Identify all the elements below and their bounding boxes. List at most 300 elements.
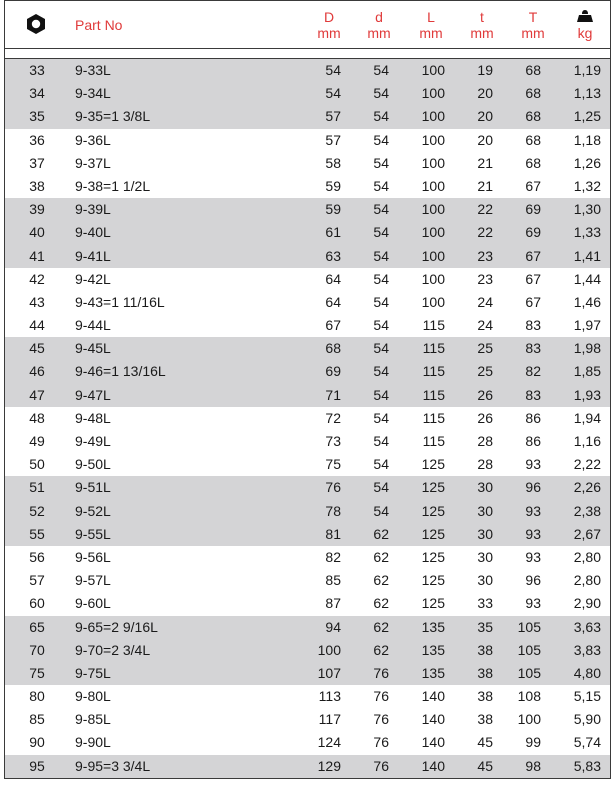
cell-d: 62 [373, 572, 389, 589]
table-row [5, 384, 610, 407]
cell-size: 44 [29, 317, 45, 334]
table-body [4, 58, 611, 779]
cell-part: 9-56L [75, 548, 111, 565]
cell-part: 9-45L [75, 340, 111, 357]
cell-size: 95 [29, 757, 45, 774]
cell-l: 125 [421, 479, 445, 496]
cell-l: 115 [422, 409, 445, 426]
cell-l: 140 [421, 711, 445, 728]
cell-t: 23 [477, 270, 493, 287]
cell-t: 22 [477, 224, 493, 241]
cell-kg: 2,38 [573, 502, 601, 519]
cell-d-outer: 54 [325, 62, 341, 78]
cell-d: 54 [373, 433, 389, 449]
cell-t-upper: 83 [525, 317, 541, 334]
cell-d: 54 [373, 201, 389, 218]
cell-d: 62 [373, 595, 389, 612]
cell-kg: 3,83 [573, 641, 601, 658]
cell-size: 52 [29, 502, 45, 519]
cell-l: 100 [421, 108, 445, 125]
table-row [5, 523, 610, 546]
spec-table [4, 0, 611, 779]
table-row [5, 616, 610, 639]
cell-kg: 3,63 [573, 618, 601, 635]
cell-size: 90 [29, 734, 45, 751]
cell-kg: 1,26 [573, 154, 601, 171]
cell-d: 54 [373, 85, 389, 102]
cell-d-outer: 129 [317, 757, 341, 774]
cell-size: 33 [29, 62, 45, 78]
cell-t-upper: 99 [525, 734, 541, 751]
cell-d: 54 [373, 131, 389, 148]
table-header [4, 0, 611, 48]
cell-t: 28 [477, 433, 493, 449]
cell-t: 21 [477, 154, 493, 171]
header-gap [4, 48, 611, 58]
cell-part: 9-39L [75, 201, 111, 218]
cell-l: 125 [421, 595, 445, 612]
cell-kg: 5,74 [573, 734, 601, 751]
header-D-unit: mm [317, 25, 341, 41]
cell-l: 135 [421, 641, 445, 658]
table-row [5, 407, 610, 430]
cell-l: 115 [422, 386, 445, 403]
header-t-unit: mm [470, 25, 494, 41]
cell-l: 115 [422, 433, 445, 449]
cell-size: 80 [29, 688, 45, 705]
cell-t: 19 [477, 62, 493, 78]
cell-part: 9-90L [75, 734, 111, 751]
cell-part: 9-52L [75, 502, 111, 519]
cell-size: 85 [29, 711, 45, 728]
table-row [5, 245, 610, 268]
cell-size: 65 [29, 618, 45, 635]
cell-part: 9-50L [75, 456, 111, 473]
cell-part: 9-51L [75, 479, 111, 496]
cell-kg: 1,94 [573, 409, 601, 426]
cell-l: 100 [421, 154, 445, 171]
cell-part: 9-75L [75, 664, 111, 681]
cell-t-upper: 83 [525, 386, 541, 403]
cell-part: 9-60L [75, 595, 111, 612]
cell-d: 54 [373, 293, 389, 310]
cell-l: 115 [422, 340, 445, 357]
cell-size: 60 [29, 595, 45, 612]
cell-kg: 1,18 [573, 131, 601, 148]
cell-t-upper: 93 [525, 456, 541, 473]
cell-d-outer: 124 [317, 734, 341, 751]
cell-d: 54 [373, 340, 389, 357]
cell-l: 135 [421, 618, 445, 635]
cell-t: 28 [477, 456, 493, 473]
cell-t-upper: 86 [525, 409, 541, 426]
cell-d-outer: 58 [325, 154, 341, 171]
table-row [5, 198, 610, 221]
cell-kg: 1,46 [573, 293, 601, 310]
cell-t-upper: 69 [525, 201, 541, 218]
cell-kg: 5,15 [573, 688, 601, 705]
cell-t: 38 [477, 711, 493, 728]
cell-d-outer: 117 [318, 711, 341, 728]
cell-t: 24 [477, 317, 493, 334]
cell-d-outer: 76 [325, 479, 341, 496]
cell-t-upper: 93 [525, 595, 541, 612]
header-kg-label: kg [577, 25, 593, 41]
cell-kg: 1,44 [573, 270, 601, 287]
table-row [5, 59, 610, 82]
cell-t: 25 [477, 340, 493, 357]
cell-t-upper: 67 [525, 177, 541, 194]
cell-t-upper: 68 [525, 154, 541, 171]
cell-size: 56 [29, 548, 45, 565]
cell-t: 38 [477, 664, 493, 681]
cell-kg: 1,30 [573, 201, 601, 218]
cell-t-upper: 69 [525, 224, 541, 241]
header-T-unit: mm [521, 25, 545, 41]
table-row [5, 453, 610, 476]
cell-size: 38 [29, 177, 45, 194]
cell-l: 100 [421, 85, 445, 102]
cell-kg: 1,13 [573, 85, 601, 102]
table-row [5, 221, 610, 244]
cell-d-outer: 100 [317, 641, 341, 658]
cell-kg: 2,80 [573, 548, 601, 565]
cell-d-outer: 67 [325, 317, 341, 334]
hexagon-nut-icon [25, 13, 47, 35]
header-L-unit: mm [419, 25, 443, 41]
cell-t-upper: 105 [517, 664, 541, 681]
cell-t-upper: 96 [525, 479, 541, 496]
cell-part: 9-37L [75, 154, 111, 171]
cell-l: 100 [421, 131, 445, 148]
cell-part: 9-40L [75, 224, 111, 241]
cell-l: 100 [421, 224, 445, 241]
cell-l: 140 [421, 757, 445, 774]
header-D [305, 1, 353, 49]
cell-t: 33 [477, 595, 493, 612]
cell-part: 9-41L [75, 247, 111, 264]
cell-t: 26 [477, 386, 493, 403]
cell-d-outer: 107 [317, 664, 341, 681]
cell-d: 54 [373, 456, 389, 473]
cell-d: 62 [373, 525, 389, 542]
cell-t-upper: 67 [525, 293, 541, 310]
cell-d: 62 [373, 641, 389, 658]
cell-l: 125 [421, 456, 445, 473]
cell-t-upper: 82 [525, 363, 541, 380]
cell-d-outer: 82 [325, 548, 341, 565]
cell-size: 75 [29, 664, 45, 681]
header-part-no [75, 1, 195, 49]
cell-l: 100 [421, 62, 445, 78]
cell-t: 35 [477, 618, 493, 635]
cell-d-outer: 69 [325, 363, 341, 380]
cell-d-outer: 73 [325, 433, 341, 449]
cell-kg: 1,25 [573, 108, 601, 125]
cell-d: 54 [373, 224, 389, 241]
cell-t: 24 [477, 293, 493, 310]
cell-d: 54 [373, 317, 389, 334]
cell-t-upper: 100 [517, 711, 541, 728]
cell-d: 54 [373, 386, 389, 403]
cell-t-upper: 93 [525, 525, 541, 542]
cell-d: 54 [373, 363, 389, 380]
cell-part: 9-65=2 9/16L [75, 618, 158, 635]
table-row [5, 500, 610, 523]
cell-t: 30 [477, 525, 493, 542]
cell-l: 100 [421, 247, 445, 264]
cell-d: 76 [373, 711, 389, 728]
cell-d-outer: 87 [325, 595, 341, 612]
table-row [5, 569, 610, 592]
cell-kg: 1,98 [573, 340, 601, 357]
cell-t-upper: 67 [525, 247, 541, 264]
cell-d: 62 [373, 618, 389, 635]
cell-d: 54 [373, 62, 389, 78]
cell-part: 9-95=3 3/4L [75, 757, 151, 774]
cell-size: 36 [29, 131, 45, 148]
table-row [5, 337, 610, 360]
header-L [407, 1, 455, 49]
cell-t: 38 [477, 688, 493, 705]
cell-kg: 1,41 [573, 247, 601, 264]
cell-kg: 2,90 [573, 595, 601, 612]
table-row [5, 268, 610, 291]
cell-size: 57 [29, 572, 45, 589]
cell-d-outer: 63 [325, 247, 341, 264]
table-row [5, 755, 610, 778]
cell-t: 20 [477, 85, 493, 102]
cell-size: 70 [29, 641, 45, 658]
cell-d-outer: 61 [325, 224, 341, 241]
header-t-label: t [480, 9, 484, 25]
cell-size: 35 [29, 108, 45, 125]
cell-d: 76 [373, 664, 389, 681]
table-row [5, 731, 610, 754]
cell-d-outer: 64 [325, 293, 341, 310]
cell-d: 54 [373, 270, 389, 287]
cell-l: 140 [421, 688, 445, 705]
cell-d: 76 [373, 734, 389, 751]
cell-t-upper: 83 [525, 340, 541, 357]
cell-t: 38 [477, 641, 493, 658]
cell-l: 125 [421, 525, 445, 542]
cell-d-outer: 72 [325, 409, 341, 426]
weight-icon [575, 9, 595, 23]
cell-t: 30 [477, 479, 493, 496]
cell-kg: 1,97 [573, 317, 601, 334]
header-D-label: D [323, 9, 335, 25]
cell-t: 30 [477, 572, 493, 589]
header-d [355, 1, 403, 49]
table-row [5, 360, 610, 383]
cell-kg: 1,19 [573, 62, 601, 78]
cell-t: 21 [477, 177, 493, 194]
table-row [5, 152, 610, 175]
table-row [5, 476, 610, 499]
cell-l: 100 [421, 270, 445, 287]
cell-l: 135 [421, 664, 445, 681]
cell-kg: 4,80 [573, 664, 601, 681]
cell-part: 9-80L [75, 688, 111, 705]
cell-t: 45 [477, 757, 493, 774]
cell-t-upper: 68 [525, 131, 541, 148]
cell-d: 76 [373, 757, 389, 774]
table-row [5, 82, 610, 105]
cell-d-outer: 57 [325, 108, 341, 125]
cell-part: 9-34L [75, 85, 111, 102]
cell-t-upper: 68 [525, 62, 541, 78]
cell-d: 54 [373, 502, 389, 519]
cell-t-upper: 105 [517, 618, 541, 635]
cell-kg: 1,16 [573, 433, 601, 449]
cell-part: 9-85L [75, 711, 111, 728]
cell-size: 42 [29, 270, 45, 287]
cell-d: 54 [373, 247, 389, 264]
cell-t: 23 [477, 247, 493, 264]
cell-t-upper: 105 [517, 641, 541, 658]
cell-size: 37 [29, 154, 45, 171]
cell-t-upper: 98 [525, 757, 541, 774]
cell-size: 47 [29, 386, 45, 403]
table-row [5, 708, 610, 731]
cell-t-upper: 93 [525, 502, 541, 519]
cell-d-outer: 94 [325, 618, 341, 635]
cell-l: 140 [421, 734, 445, 751]
cell-d-outer: 59 [325, 177, 341, 194]
cell-part: 9-38=1 1/2L [75, 177, 151, 194]
cell-d-outer: 71 [325, 386, 341, 403]
cell-t: 30 [477, 548, 493, 565]
cell-t-upper: 86 [525, 433, 541, 449]
cell-kg: 1,93 [573, 386, 601, 403]
cell-part: 9-70=2 3/4L [75, 641, 151, 658]
header-d-label: d [375, 9, 383, 25]
cell-d-outer: 113 [318, 688, 341, 705]
table-row [5, 129, 610, 152]
cell-kg: 2,67 [573, 525, 601, 542]
cell-size: 55 [29, 525, 45, 542]
cell-part: 9-46=1 13/16L [75, 363, 166, 380]
cell-size: 39 [29, 201, 45, 218]
header-T-label: T [528, 9, 538, 25]
cell-d-outer: 81 [325, 525, 341, 542]
cell-kg: 5,83 [573, 757, 601, 774]
cell-t-upper: 96 [525, 572, 541, 589]
cell-size: 49 [29, 433, 45, 449]
cell-l: 100 [421, 293, 445, 310]
cell-kg: 2,80 [573, 572, 601, 589]
table-row [5, 430, 610, 453]
table-row [5, 639, 610, 662]
cell-l: 125 [421, 572, 445, 589]
cell-d: 62 [373, 548, 389, 565]
header-t [458, 1, 506, 49]
cell-part: 9-57L [75, 572, 111, 589]
cell-d: 54 [373, 154, 389, 171]
cell-part: 9-48L [75, 409, 111, 426]
table-row [5, 314, 610, 337]
cell-d: 54 [373, 108, 389, 125]
cell-size: 43 [29, 293, 45, 310]
header-T [509, 1, 557, 49]
cell-l: 115 [422, 363, 445, 380]
cell-kg: 1,33 [573, 224, 601, 241]
cell-kg: 2,22 [573, 456, 601, 473]
header-L-label: L [427, 9, 435, 25]
cell-d-outer: 64 [325, 270, 341, 287]
cell-t: 20 [477, 131, 493, 148]
cell-part: 9-43=1 11/16L [75, 293, 165, 310]
cell-size: 45 [29, 340, 45, 357]
cell-t-upper: 68 [525, 85, 541, 102]
cell-size: 51 [29, 479, 45, 496]
cell-part: 9-35=1 3/8L [75, 108, 151, 125]
cell-kg: 2,26 [573, 479, 601, 496]
cell-part: 9-33L [75, 62, 111, 78]
cell-d-outer: 68 [325, 340, 341, 357]
table-row [5, 546, 610, 569]
cell-l: 125 [421, 548, 445, 565]
header-part-no-label: Part No [75, 17, 123, 33]
cell-l: 100 [421, 177, 445, 194]
cell-kg: 5,90 [573, 711, 601, 728]
cell-d-outer: 75 [325, 456, 341, 473]
cell-part: 9-49L [75, 433, 111, 449]
cell-t-upper: 93 [525, 548, 541, 565]
cell-size: 46 [29, 363, 45, 380]
cell-d-outer: 85 [325, 572, 341, 589]
table-row [5, 175, 610, 198]
header-d-unit: mm [367, 25, 391, 41]
cell-t: 22 [477, 201, 493, 218]
cell-size: 48 [29, 409, 45, 426]
cell-part: 9-47L [75, 386, 111, 403]
table-row [5, 685, 610, 708]
cell-kg: 1,85 [573, 363, 601, 380]
cell-part: 9-44L [75, 317, 111, 334]
cell-l: 100 [421, 201, 445, 218]
cell-d: 76 [373, 688, 389, 705]
cell-size: 50 [29, 456, 45, 473]
cell-part: 9-55L [75, 525, 111, 542]
cell-d: 54 [373, 177, 389, 194]
cell-t: 45 [477, 734, 493, 751]
cell-t-upper: 108 [517, 688, 541, 705]
table-row [5, 662, 610, 685]
cell-part: 9-36L [75, 131, 111, 148]
cell-t: 20 [477, 108, 493, 125]
cell-part: 9-42L [75, 270, 111, 287]
cell-d-outer: 54 [325, 85, 341, 102]
cell-d: 54 [373, 479, 389, 496]
cell-t-upper: 67 [525, 270, 541, 287]
header-kg [561, 1, 609, 49]
cell-t: 30 [477, 502, 493, 519]
cell-d-outer: 59 [325, 201, 341, 218]
cell-l: 125 [421, 502, 445, 519]
table-row [5, 291, 610, 314]
cell-size: 41 [29, 247, 45, 264]
cell-t: 26 [477, 409, 493, 426]
cell-l: 115 [422, 317, 445, 334]
cell-t: 25 [477, 363, 493, 380]
table-row [5, 592, 610, 615]
cell-d-outer: 78 [325, 502, 341, 519]
cell-size: 40 [29, 224, 45, 241]
cell-d-outer: 57 [325, 131, 341, 148]
cell-d: 54 [373, 409, 389, 426]
